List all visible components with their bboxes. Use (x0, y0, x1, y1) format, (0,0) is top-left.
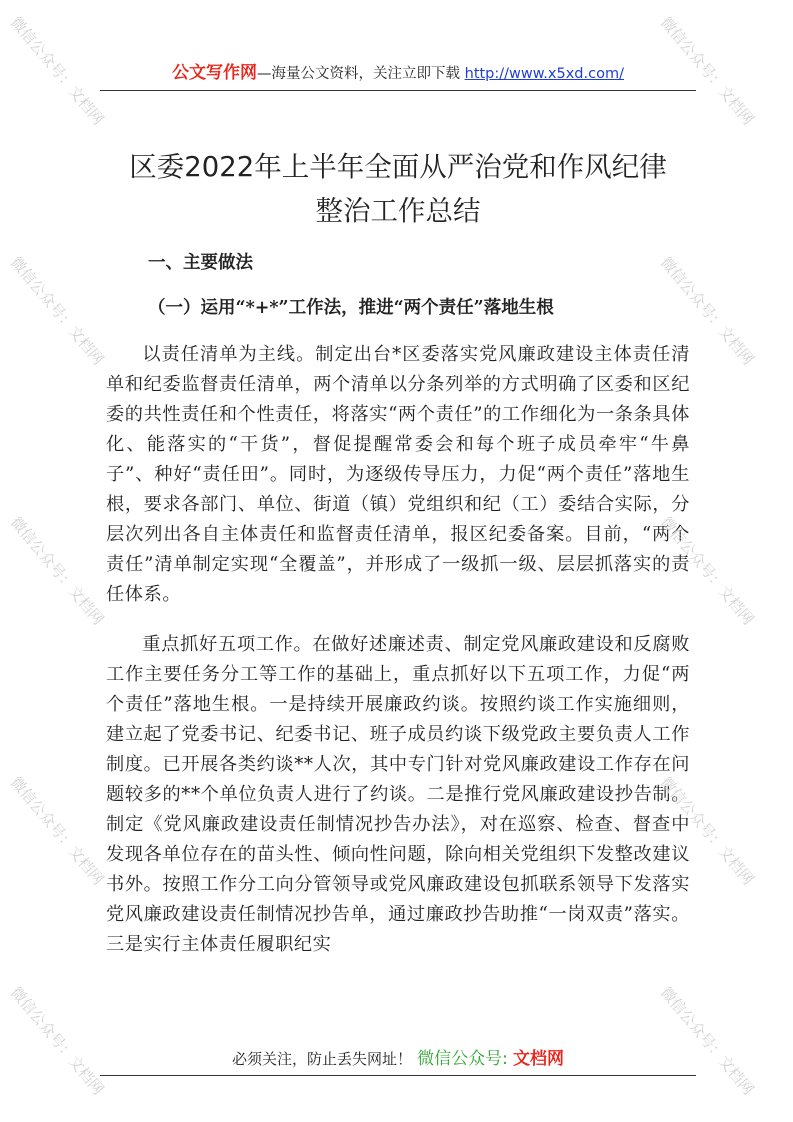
title-line-2: 整治工作总结 (315, 195, 481, 227)
page-header (100, 58, 696, 91)
header-url-link[interactable]: http://www.x5xd.com/ (464, 66, 624, 82)
watermark: 微信公众号：文档网 (656, 253, 758, 369)
watermark: 微信公众号：文档网 (656, 513, 758, 629)
body-paragraph: 重点抓好五项工作。在做好述廉述责、制定党风廉政建设和反腐败工作主要任务分工等工作的基础上，重点抓好以下五项工作，力促“两个责任”落地生根。一是持续开展廉政约谈。按照约谈工作实施细则，建立起了党委书记、纪委书记、班子成员约谈下级党政主要负责人工作制度。已开展各类约谈**人次，其中专门针对党风廉政建设工作存在问题较多的**个单位负责人进行了约谈。二是推行党风廉政建设抄告制。制定《党风廉政建设责任制情况抄告办法》，对在巡察、检查、督查中发现各单位存在的苗头性、倾向性问题，除向相关党组织下发整改建议书外。按照工作分工向分管领导或党风廉政建设包抓联系领导下发落实党风廉政建设责任制情况抄告单，通过廉政抄告助推“一岗双责”落实。三是实行主体责任履职纪实 (106, 634, 690, 955)
watermark: 微信公众号：文档网 (6, 773, 108, 889)
watermark: 微信公众号：文档网 (6, 13, 108, 129)
footer-site-name: 文档网 (512, 1049, 564, 1069)
document-title (100, 145, 696, 233)
subsection-heading: （一）运用“*+*”工作法，推进“两个责任”落地生根 (148, 298, 554, 318)
page-footer (100, 1045, 696, 1076)
header-slogan: —海量公文资料，关注立即下载 (257, 66, 465, 82)
body-paragraph: 以责任清单为主线。制定出台*区委落实党风廉政建设主体责任清单和纪委监督责任清单，两个清单以分条列举的方式明确了区委和区纪委的共性责任和个性责任，将落实“两个责任”的工作细化为一条条具体化、能落实的“干货”，督促提醒常委会和每个班子成员牵牢“牛鼻子”、种好“责任田”。同时，为逐级传导压力，力促“两个责任”落地生根，要求各部门、单位、街道（镇）党组织和纪（工）委结合实际，分层次列出各自主体责任和监督责任清单，报区纪委备案。目前，“两个责任”清单制定实现“全覆盖”，并形成了一级抓一级、层层抓落实的责任体系。 (106, 344, 690, 605)
header-brand: 公文写作网 (172, 63, 258, 83)
title-line-1: 区委2022年上半年全面从严治党和作风纪律 (129, 151, 667, 183)
watermark: 微信公众号：文档网 (656, 983, 758, 1099)
section-heading: 一、主要做法 (148, 253, 253, 273)
watermark: 微信公众号：文档网 (656, 773, 758, 889)
watermark: 微信公众号：文档网 (6, 983, 108, 1099)
footer-note: 必须关注，防止丢失网址！ (232, 1050, 413, 1068)
watermark: 微信公众号：文档网 (6, 513, 108, 629)
watermark: 微信公众号：文档网 (656, 13, 758, 129)
footer-wechat-label: 微信公众号: (417, 1049, 508, 1069)
watermark: 微信公众号：文档网 (6, 253, 108, 369)
